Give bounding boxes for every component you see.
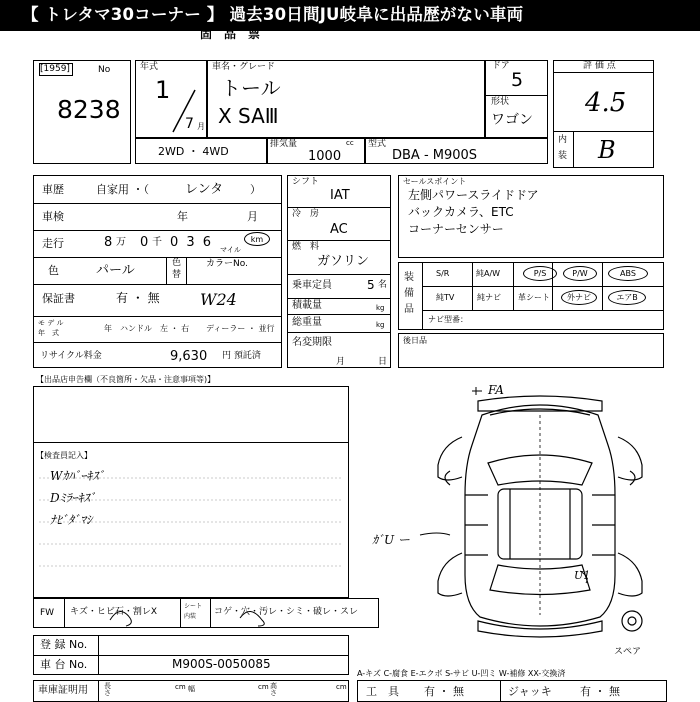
ac-label: 冷 房 bbox=[292, 209, 320, 219]
mileage-sen-unit: 千 bbox=[152, 237, 162, 248]
equip-label: 装 備 品 bbox=[404, 272, 414, 315]
km-circle bbox=[244, 232, 270, 246]
grade: X SAⅢ bbox=[218, 104, 279, 128]
model-label: 型式 bbox=[368, 139, 387, 149]
year-value: 1 bbox=[155, 76, 171, 104]
cert-height: 高さ bbox=[270, 682, 277, 697]
interior-label-2: 装 bbox=[558, 151, 568, 161]
car-name: トール bbox=[221, 76, 281, 100]
body-type: ワゴン bbox=[491, 112, 533, 128]
diagram-right-mark: U1 bbox=[574, 569, 591, 582]
equip-ext-navi: 外ナビ bbox=[561, 290, 597, 305]
seat-label-1: シート bbox=[184, 603, 203, 610]
jack-value: 有 ・ 無 bbox=[580, 685, 620, 698]
capacity-unit: 名 bbox=[378, 280, 388, 290]
cert-cm-3: cm bbox=[336, 683, 347, 691]
color-no: W24 bbox=[200, 290, 237, 309]
mileage-label: 走行 bbox=[42, 237, 64, 250]
equip-navi: 純ナビ bbox=[477, 293, 501, 302]
ac: AC bbox=[330, 222, 348, 237]
inspector-note-1: Wｶﾊﾞｰｷｽﾞ bbox=[50, 469, 105, 483]
name-label: 車名・グレード bbox=[212, 62, 276, 72]
score-value: 4.5 bbox=[585, 88, 627, 118]
color-value: パール bbox=[96, 263, 135, 278]
equip-sr: S/R bbox=[436, 269, 450, 278]
fw-label: FW bbox=[40, 608, 55, 618]
sales-3: コーナーセンサー bbox=[408, 222, 504, 236]
history-value: レンタ bbox=[185, 182, 224, 197]
disp-label: 排気量 bbox=[270, 139, 298, 149]
doors-value: 5 bbox=[511, 69, 524, 91]
recycle-label: リサイクル料金 bbox=[40, 351, 102, 361]
recycle-value: 9,630 bbox=[170, 349, 208, 364]
warranty-label: 保証書 bbox=[42, 292, 75, 305]
fw-handwriting bbox=[80, 598, 380, 628]
inspector-note-2: Dﾐﾗｰｷｽﾞ bbox=[50, 491, 96, 505]
score-label: 評 価 点 bbox=[583, 61, 616, 71]
month-value: 7 bbox=[185, 116, 194, 132]
tools-value: 有 ・ 無 bbox=[424, 685, 464, 698]
inspection-year: 年 bbox=[177, 210, 188, 223]
lot-label: [1959] bbox=[40, 64, 70, 74]
jack-label: ジャッキ bbox=[508, 685, 552, 698]
mileage-rest: 0 3 6 bbox=[170, 235, 214, 250]
model-year-label-1: モ デ ル bbox=[38, 319, 64, 327]
inspector-note-3: ﾅﾋﾞﾀﾞﾏｼ bbox=[50, 513, 93, 527]
equip-aw: 純A/W bbox=[476, 269, 501, 278]
banner-text: 【 トレタマ30コーナー 】 過去30日間JU岐阜に出品歴がない車両 bbox=[22, 5, 524, 24]
reg-label: 登 録 No. bbox=[40, 638, 88, 651]
fuel: ガソリン bbox=[317, 254, 370, 269]
cert-cm-2: cm bbox=[258, 683, 269, 691]
diagram-spare: スペア bbox=[614, 647, 642, 657]
cert-label: 車庫証明用 bbox=[38, 685, 88, 696]
handle: ハンドル 左 ・ 右 bbox=[120, 324, 190, 333]
capacity: 5 bbox=[367, 278, 375, 292]
seat-value: コゲ・穴・汚レ・シミ・破レ・スレ bbox=[214, 607, 359, 617]
interior-value: B bbox=[598, 136, 616, 164]
lot-number: 8238 bbox=[57, 95, 121, 124]
name-change-unit2: 日 bbox=[378, 357, 388, 367]
color-label: 色 bbox=[48, 264, 59, 277]
shift-label: シフト bbox=[292, 177, 320, 187]
later-box bbox=[398, 333, 664, 368]
drive-option: 2WD ・ 4WD bbox=[158, 145, 229, 158]
car-diagram bbox=[410, 385, 670, 645]
load-label: 積載量 bbox=[292, 300, 322, 311]
diagram-top-mark: FA bbox=[488, 383, 504, 397]
equip-airbag: エアB bbox=[608, 290, 646, 305]
year-label: 年式 bbox=[140, 62, 159, 72]
interior-label-1: 内 bbox=[558, 135, 568, 145]
equip-pw: P/W bbox=[563, 266, 597, 281]
inspector-lines bbox=[33, 386, 349, 598]
load-unit: kg bbox=[376, 304, 385, 312]
equip-ps: P/S bbox=[523, 266, 557, 281]
history-options: 自家用 ・（ bbox=[96, 183, 149, 196]
equip-tv: 純TV bbox=[436, 293, 455, 302]
mileage-sen: 0 bbox=[140, 235, 149, 250]
displacement: 1000 bbox=[308, 149, 342, 164]
legend: A-キズ C-腐食 E-エクボ S-サビ U-凹ミ W-補修 XX-交換済 bbox=[357, 669, 566, 678]
history-label: 車歴 bbox=[42, 183, 64, 196]
cc-unit: cc bbox=[346, 139, 354, 147]
body-label: 形状 bbox=[491, 97, 510, 107]
equip-abs: ABS bbox=[608, 266, 648, 281]
cert-length: 長さ bbox=[104, 682, 111, 697]
chassis: M900S-0050085 bbox=[172, 657, 271, 671]
fw-value: キズ・ヒビ石・割レX bbox=[70, 607, 157, 617]
tools-label: 工 具 bbox=[366, 685, 399, 698]
name-change-label: 名変期限 bbox=[292, 337, 332, 348]
color-change-1: 色 bbox=[172, 258, 182, 268]
report-label: 【出品店申告欄（不良箇所・欠品・注意事項等)】 bbox=[36, 375, 216, 384]
inspector-label: 【検査員記入】 bbox=[36, 451, 92, 460]
dealer: ディーラー ・ 並行 bbox=[206, 324, 275, 333]
doors-label: ドア bbox=[492, 61, 510, 71]
seat-label-2: 内装 bbox=[184, 613, 197, 620]
lot-suffix: No bbox=[98, 65, 111, 75]
model: DBA - M900S bbox=[392, 148, 478, 163]
model-year-unit: 年 bbox=[104, 324, 112, 333]
sales-2: バックカメラ、ETC bbox=[408, 205, 514, 219]
shift: IAT bbox=[330, 188, 350, 203]
weight-label: 総重量 bbox=[292, 317, 322, 328]
km-unit: km bbox=[250, 234, 264, 244]
sales-1: 左側パワースライドドア bbox=[408, 188, 539, 202]
month-suffix: 月 bbox=[197, 122, 205, 131]
recycle-unit: 円 預託済 bbox=[222, 351, 261, 361]
navi-label: ナビ型番： bbox=[428, 315, 468, 324]
partial-header-text: 固 品 票 bbox=[200, 27, 261, 41]
history-close: ） bbox=[250, 183, 261, 196]
mile-unit: マイル bbox=[220, 246, 241, 254]
model-year-label-2: 年 式 bbox=[38, 329, 59, 337]
color-change-2: 替 bbox=[172, 270, 182, 280]
mileage-man-unit: 万 bbox=[116, 237, 126, 248]
chassis-label: 車 台 No. bbox=[40, 658, 88, 671]
color-no-label: カラーNo. bbox=[206, 259, 248, 269]
cert-width: 幅 bbox=[188, 685, 195, 693]
name-change-unit: 月 bbox=[336, 357, 346, 367]
sales-label: セールスポイント bbox=[403, 177, 467, 186]
later-label: 後日品 bbox=[403, 336, 427, 345]
diagram-left-mark: ｶﾞU ー bbox=[372, 533, 410, 547]
weight-unit: kg bbox=[376, 321, 385, 329]
capacity-label: 乗車定員 bbox=[292, 280, 332, 291]
warranty-value: 有 ・ 無 bbox=[116, 291, 160, 305]
inspection-month: 月 bbox=[247, 210, 258, 223]
cert-cm-1: cm bbox=[175, 683, 186, 691]
equip-leather: 革シート bbox=[518, 293, 550, 302]
inspection-label: 車検 bbox=[42, 210, 64, 223]
mileage-man: 8 bbox=[104, 235, 113, 250]
fuel-label: 燃 料 bbox=[292, 242, 320, 252]
